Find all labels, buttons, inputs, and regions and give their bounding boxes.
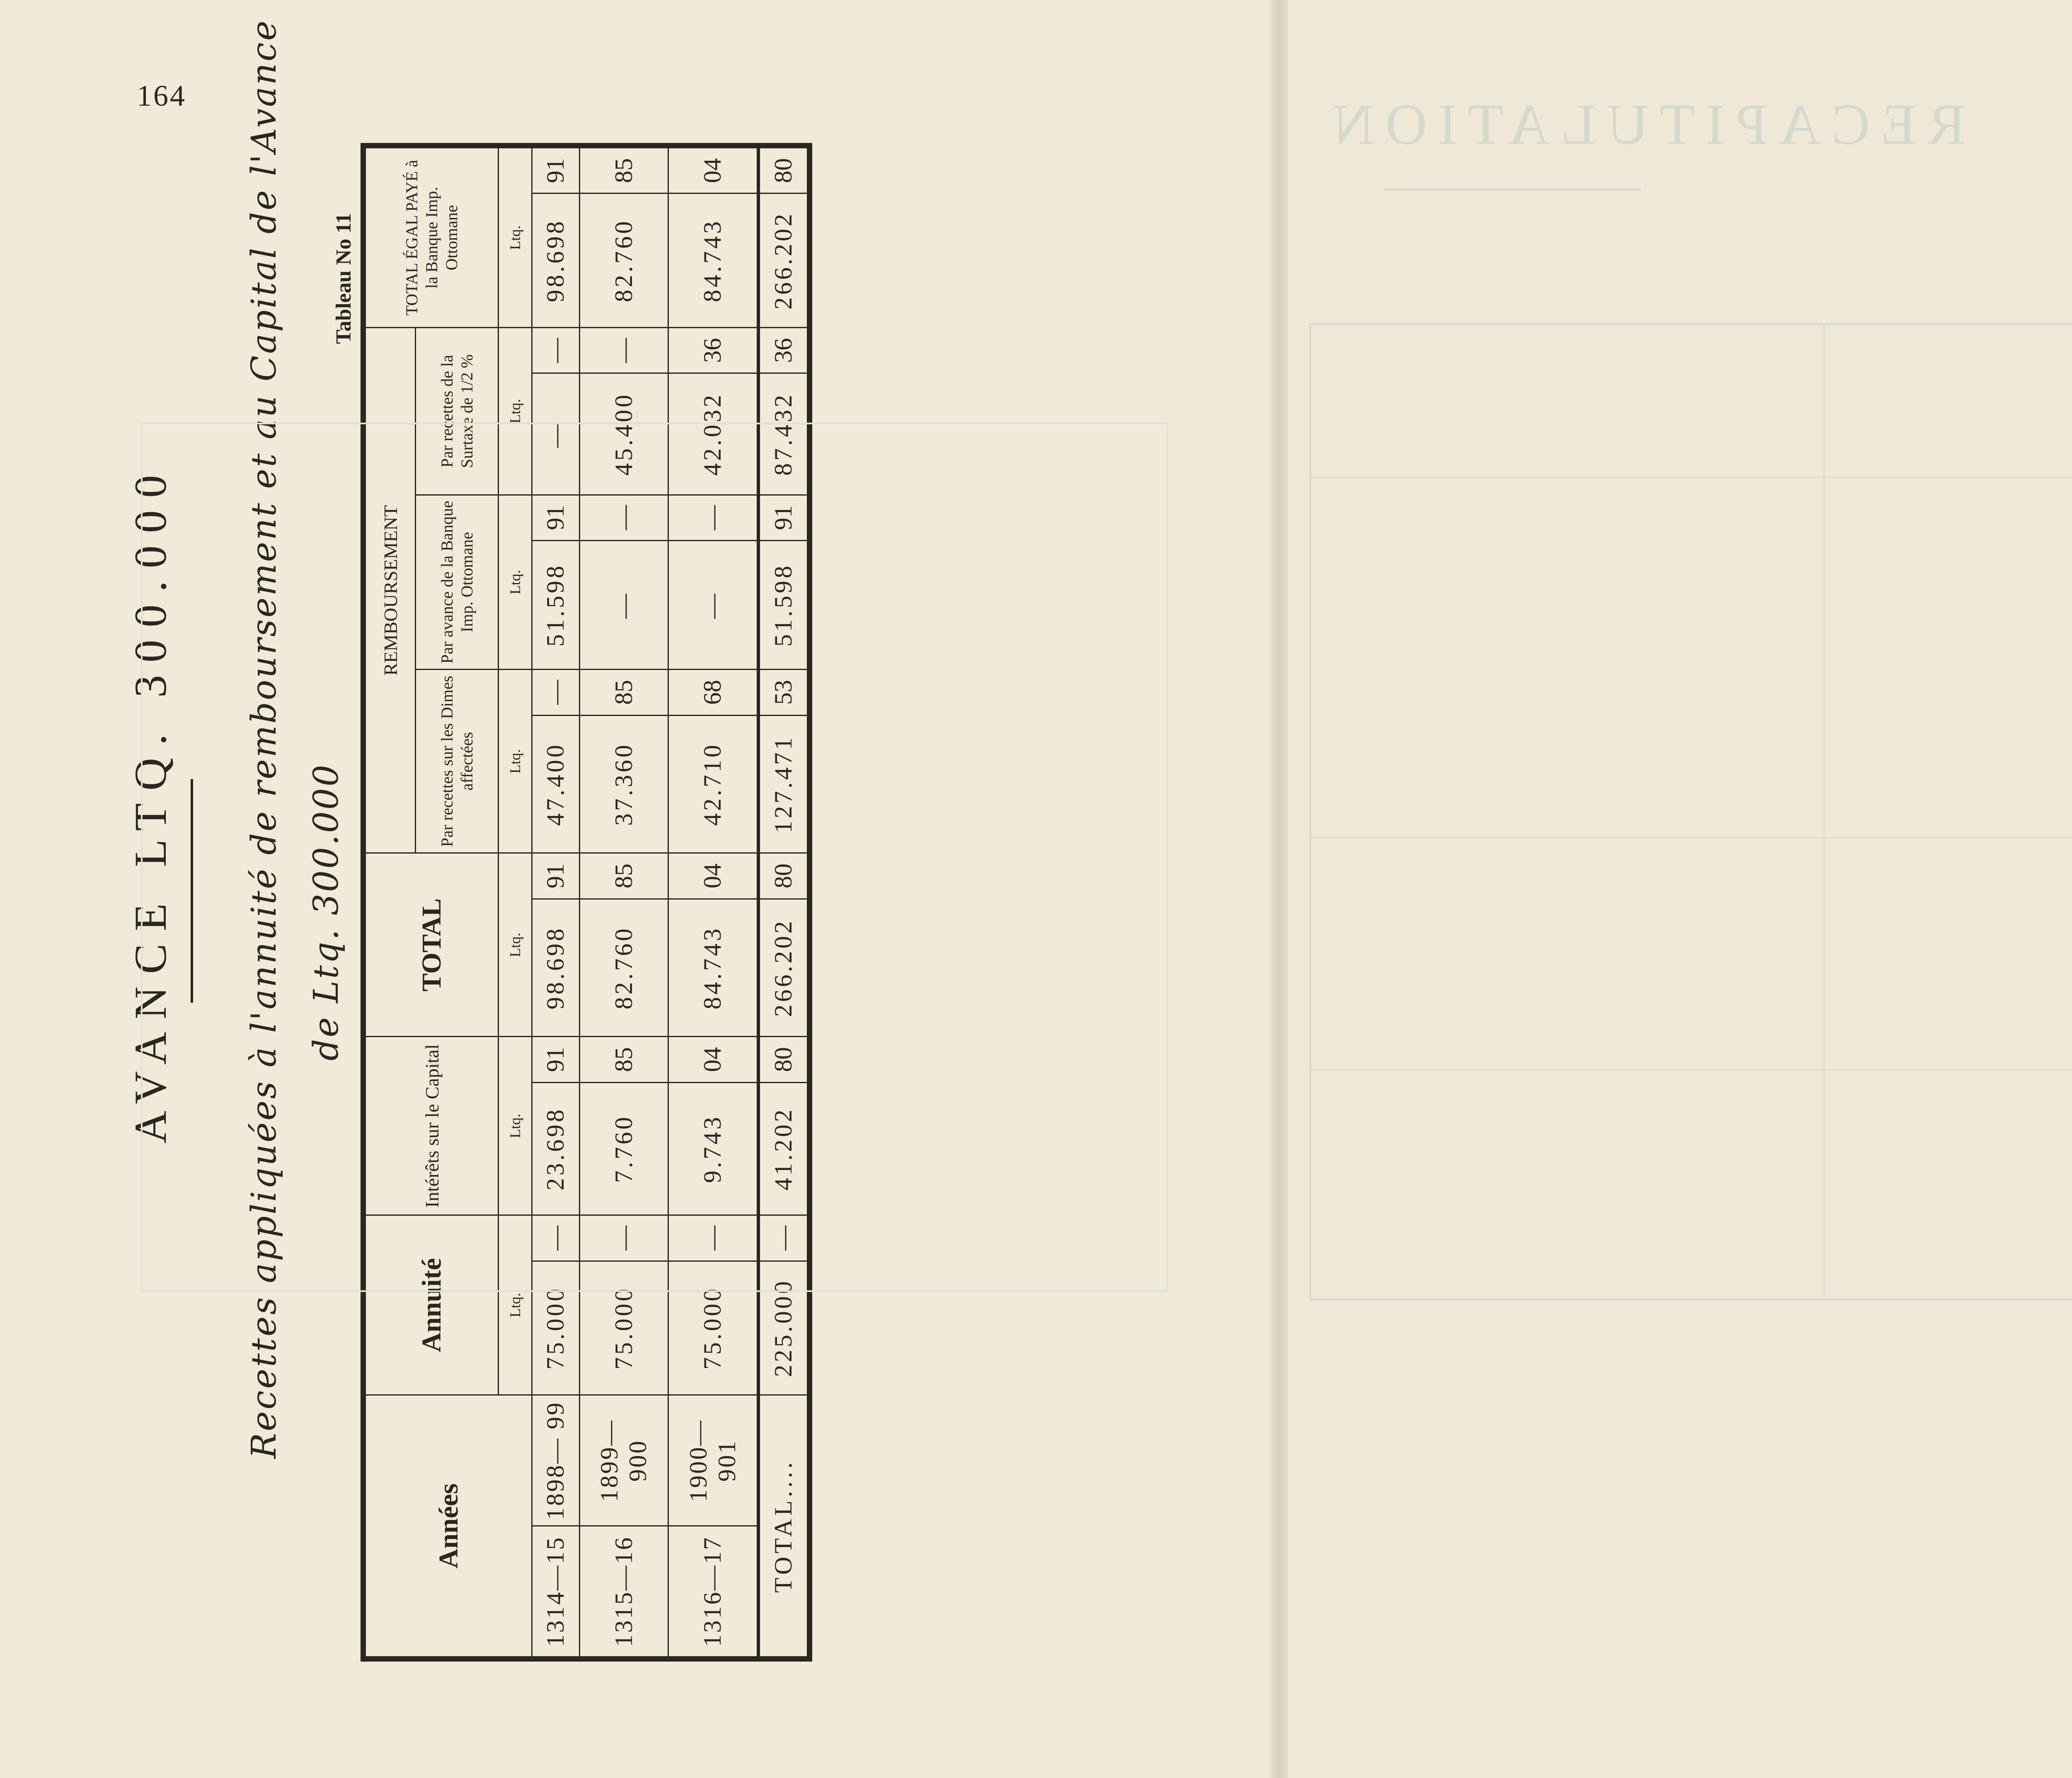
- annuite-total: 225.000: [758, 1261, 808, 1395]
- banque-value: 51.598: [532, 540, 580, 669]
- unit-label: Ltq.: [499, 1037, 532, 1215]
- banque-decimal: —: [668, 495, 758, 540]
- header-interets: Intérêts sur le Capital: [366, 1037, 499, 1215]
- header-annuite: Annuité: [366, 1215, 499, 1395]
- dimes-total-decimal: 53: [758, 670, 808, 715]
- banque-value: —: [579, 540, 668, 669]
- paye-decimal: 85: [579, 148, 668, 194]
- banque-total: 51.598: [758, 540, 808, 669]
- surtaxe-value: 42.032: [668, 373, 758, 495]
- header-total-paye: TOTAL ÉGAL PAYÉ à la Banque Imp. Ottomane: [366, 148, 499, 328]
- interets-decimal: 91: [532, 1037, 580, 1082]
- annuite-decimal: —: [579, 1215, 668, 1261]
- header-dimes: Par recettes sur les Dimes affectées: [416, 670, 499, 853]
- banque-decimal: —: [579, 495, 668, 540]
- year-gregorian: 1898— 99: [532, 1395, 580, 1526]
- surtaxe-total: 87.432: [758, 373, 808, 495]
- year-hijri: 1315—16: [579, 1526, 668, 1657]
- show-through-rule: [1823, 323, 1825, 1297]
- banque-decimal: 91: [532, 495, 580, 540]
- dimes-total: 127.471: [758, 715, 808, 853]
- total-value: 98.698: [532, 899, 580, 1037]
- surtaxe-decimal: 36: [668, 328, 758, 373]
- surtaxe-value: —: [532, 373, 580, 495]
- annuite-total-decimal: —: [758, 1215, 808, 1261]
- paye-value: 84.743: [668, 194, 758, 328]
- book-gutter: [1269, 0, 1288, 1778]
- paye-decimal: 04: [668, 148, 758, 194]
- header-surtaxe: Par recettes de la Surtaxe de 1/2 %: [416, 328, 499, 495]
- paye-value: 98.698: [532, 194, 580, 328]
- banque-value: —: [668, 540, 758, 669]
- banque-total-decimal: 91: [758, 495, 808, 540]
- interets-value: 7.760: [579, 1082, 668, 1215]
- annuite-decimal: —: [532, 1215, 580, 1261]
- interets-value: 23.698: [532, 1082, 580, 1215]
- dimes-decimal: 85: [579, 670, 668, 715]
- show-through-rule: [1310, 477, 2072, 478]
- total-total: 266.202: [758, 899, 808, 1037]
- paye-decimal: 91: [532, 148, 580, 194]
- show-through-rule: [1310, 837, 2072, 838]
- header-total: TOTAL: [366, 853, 499, 1037]
- unit-label: Ltq.: [499, 495, 532, 670]
- total-decimal: 85: [579, 853, 668, 899]
- total-decimal: 91: [532, 853, 580, 899]
- unit-label: Ltq.: [499, 1215, 532, 1395]
- total-label: TOTAL....: [758, 1395, 808, 1657]
- total-total-decimal: 80: [758, 853, 808, 899]
- annuite-value: 75.000: [579, 1261, 668, 1395]
- total-value: 84.743: [668, 899, 758, 1037]
- interets-decimal: 85: [579, 1037, 668, 1082]
- annuite-value: 75.000: [668, 1261, 758, 1395]
- total-value: 82.760: [579, 899, 668, 1037]
- document-title: AVANCE LTQ. 300.000: [125, 462, 176, 1144]
- unit-label: Ltq.: [499, 148, 532, 328]
- show-through-rule: [1310, 1069, 2072, 1070]
- dimes-decimal: —: [532, 670, 580, 715]
- surtaxe-decimal: —: [579, 328, 668, 373]
- unit-label: Ltq.: [499, 670, 532, 853]
- unit-label: Ltq.: [499, 853, 532, 1037]
- header-banque: Par avance de la Banque Imp. Ottomane: [416, 495, 499, 670]
- annuite-value: 75.000: [532, 1261, 580, 1395]
- unit-label: Ltq.: [499, 328, 532, 495]
- interets-decimal: 04: [668, 1037, 758, 1082]
- year-gregorian: 1899—900: [579, 1395, 668, 1526]
- paye-total: 266.202: [758, 194, 808, 328]
- dimes-value: 42.710: [668, 715, 758, 853]
- show-through-table: [1310, 323, 2072, 1300]
- document-subtitle-line2: de Ltq. 300.000: [307, 763, 346, 1061]
- interets-total-decimal: 80: [758, 1037, 808, 1082]
- surtaxe-total-decimal: 36: [758, 328, 808, 373]
- document-subtitle-line1: Recettes appliquées à l'annuité de remboursement et au Capital de l'Avance: [244, 19, 284, 1459]
- dimes-decimal: 68: [668, 670, 758, 715]
- dimes-value: 47.400: [532, 715, 580, 853]
- year-gregorian: 1900—901: [668, 1395, 758, 1526]
- page-number: 164: [137, 79, 186, 112]
- show-through-left-table: [141, 423, 1168, 1292]
- year-hijri: 1316—17: [668, 1526, 758, 1657]
- header-remboursement: REMBOURSEMENT: [366, 328, 416, 853]
- header-annees: Années: [366, 1395, 532, 1657]
- annuite-decimal: —: [668, 1215, 758, 1261]
- dimes-value: 37.360: [579, 715, 668, 853]
- surtaxe-decimal: —: [532, 328, 580, 373]
- show-through-rule: [1384, 189, 1641, 191]
- surtaxe-value: 45.400: [579, 373, 668, 495]
- interets-value: 9.743: [668, 1082, 758, 1215]
- paye-total-decimal: 80: [758, 148, 808, 194]
- total-decimal: 04: [668, 853, 758, 899]
- year-hijri: 1314—15: [532, 1526, 580, 1657]
- paye-value: 82.760: [579, 194, 668, 328]
- show-through-title: RECAPITULATION: [1322, 92, 1966, 157]
- interets-total: 41.202: [758, 1082, 808, 1215]
- tableau-number: Tableau No 11: [332, 213, 356, 344]
